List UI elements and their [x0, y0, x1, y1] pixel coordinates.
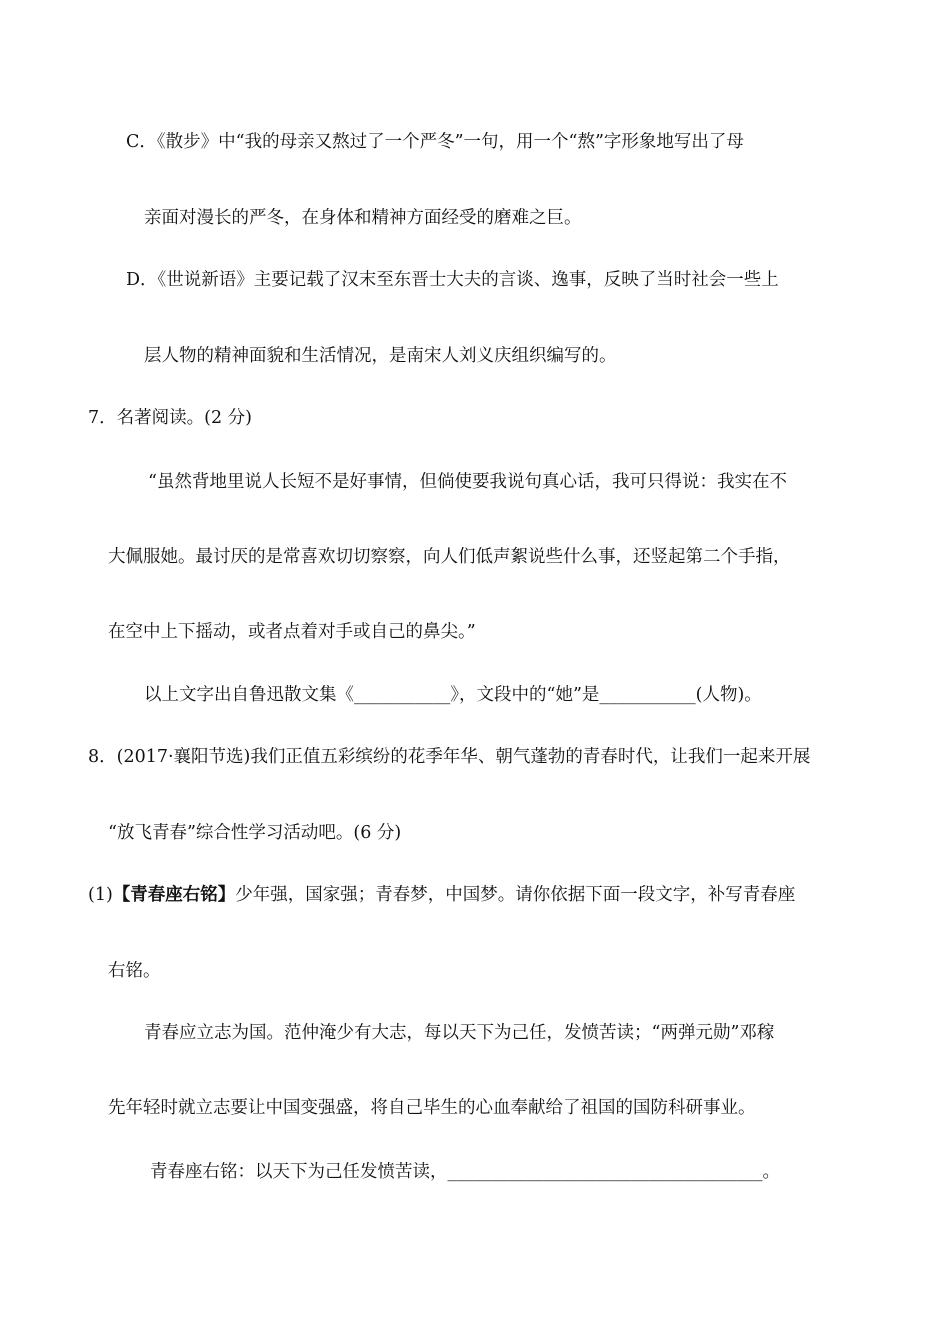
question-7-quote-line2: 大佩服她。最讨厌的是常喜欢切切察察，向人们低声絮说些什么事，还竖起第二个手指，	[108, 547, 791, 567]
option-c-label: C．	[126, 132, 157, 152]
part1-number: (1)	[88, 885, 113, 905]
part1-heading: 【青春座右铭】	[112, 885, 236, 905]
option-c-line1	[126, 134, 744, 152]
option-d-label: D．	[126, 270, 158, 290]
question-8-line2: “放飞青春”综合性学习活动吧。(6 分)	[108, 823, 402, 843]
option-c-text: 《散步》中“我的母亲又熬过了一个严冬”一句，用一个“熬”字形象地写出了母	[156, 132, 744, 152]
option-d-text: 《世说新语》主要记载了汉末至东晋士大夫的言谈、逸事，反映了当时社会一些上	[157, 270, 779, 290]
option-c-line2: 亲面对漫长的严冬，在身体和精神方面经受的磨难之巨。	[144, 208, 582, 228]
part1-text: 少年强，国家强；青春梦，中国梦。请你依据下面一段文字，补写青春座	[235, 885, 796, 905]
motto-line: 青春座右铭：以天下为己任发愤苦读，____________________________________。	[150, 1162, 780, 1182]
option-d-line1	[126, 272, 779, 290]
question-7-quote-line1: “虽然背地里说人长短不是好事情，但倘使要我说句真心话，我可只得说：我实在不	[148, 472, 787, 492]
question-8-part1-line2: 右铭。	[108, 961, 161, 981]
passage-line2: 先年轻时就立志要让中国变强盛，将自己毕生的心血奉献给了祖国的国防科研事业。	[108, 1098, 756, 1118]
passage-line1: 青春应立志为国。范仲淹少有大志，每以天下为己任，发愤苦读；“两弹元勋”邓稼	[144, 1023, 775, 1043]
question-7-quote-line3: 在空中上下摇动，或者点着对手或自己的鼻尖。”	[108, 622, 476, 642]
question-7-title: 7．名著阅读。(2 分)	[88, 408, 252, 428]
option-d-line2: 层人物的精神面貌和生活情况，是南宋人刘义庆组织编写的。	[144, 346, 617, 366]
question-7-ask: 以上文字出自鲁迅散文集《___________》，文段中的“她”是___________(人物)。	[144, 685, 762, 705]
question-8-part1-line1	[88, 887, 795, 905]
question-8-line1: 8．(2017·襄阳节选)我们正值五彩缤纷的花季年华、朝气蓬勃的青春时代，让我们一起来开展	[88, 747, 811, 767]
